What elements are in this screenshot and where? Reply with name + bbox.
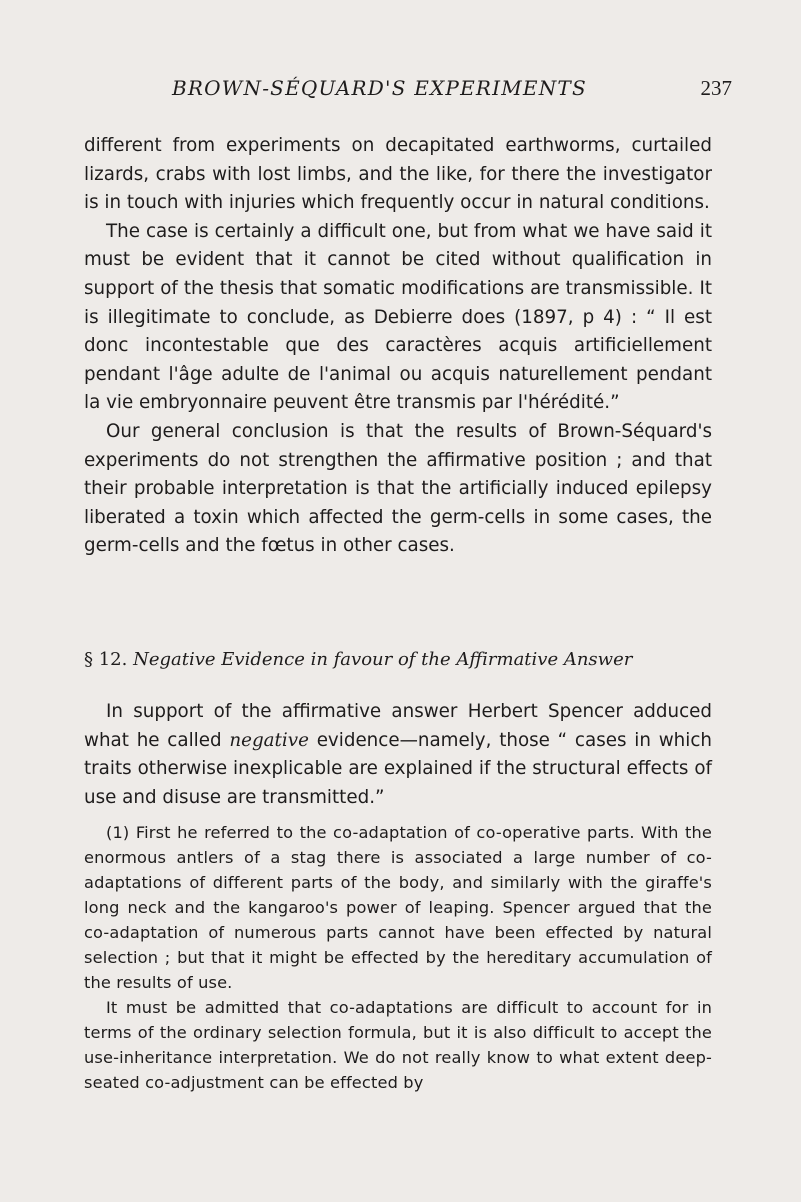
section-title: Negative Evidence in favour of the Affirmative Answer [133,649,633,670]
paragraph-use-inheritance: It must be admitted that co-adaptations are difficult to account for in terms of the ordinary selection formula, but it is also difficult to accept the use-inheritance interpretation. We do not really know to what extent deep-seated co-adjustment can be effected by [84,998,712,1092]
paragraph-debierre: The case is certainly a difficult one, but from what we have said it must be evident that it cannot be cited without qualification in support of the thesis that somatic modifications are transmissible. It is illegitimate to conclude, as Debierre does (1897, p 4) : “ Il est donc incontestable que des caractères acquis artificiellement pendant l'âge adulte de l'animal ou acquis naturellement pendant la vie embryonnaire peuvent être transmis par l'hérédité.” [84,220,712,414]
paragraph-continuation: different from experiments on decapitated earthworms, curtailed lizards, crabs with lost limbs, and the like, for there the investigator is in touch with injuries which frequently occur in natural conditions. [84,135,712,214]
running-title: BROWN-SÉQUARD'S EXPERIMENTS [172,76,587,100]
body-text-lower [84,820,712,1095]
section-heading [84,646,724,674]
body-text-upper [84,132,712,561]
body-text-middle [84,698,712,812]
page-number: 237 [700,76,732,100]
paragraph-conclusion: Our general conclusion is that the results of Brown-Séquard's experiments do not strengthen the affirmative position ; and that their probable interpretation is that the artificially induced epilepsy liberated a toxin which affected the germ-cells in some cases, the germ-cells and the fœtus in other cases. [84,420,712,557]
paragraph-co-adaptation: (1) First he referred to the co-adaptation of co-operative parts. With the enormous antlers of a stag there is associated a large number of co-adaptations of different parts of the body, and similarly with the giraffe's long neck and the kangaroo's power of leaping. Spencer argued that the co-adaptation of numerous parts cannot have been effected by natural selection ; but that it might be effected by the hereditary accumulation of the results of use. [84,823,712,992]
running-head [172,76,732,108]
paragraph-spencer [84,698,712,812]
paragraph-spencer-start: In support of the affirmative answer Herbert Spencer adduced what he called [84,701,712,751]
paragraph-spencer-end: evidence—namely, those “ cases in which traits otherwise inexplicable are explained if the structural effects of use and disuse are transmitted.” [84,729,712,808]
emphasis-negative: negative [229,729,309,751]
section-number: § 12. [84,649,128,670]
